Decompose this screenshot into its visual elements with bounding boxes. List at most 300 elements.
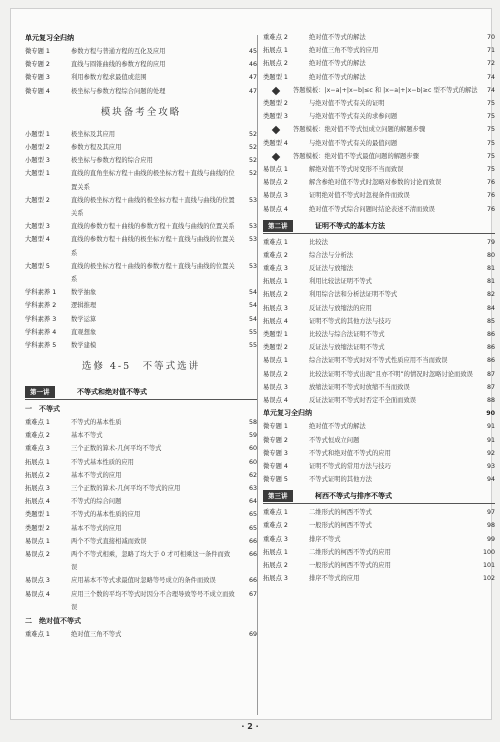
entry-title: 比较法与综合法证明不等式 (309, 331, 385, 339)
entry-label: 易误点 3 (25, 577, 50, 585)
toc-entry[interactable] (263, 533, 495, 546)
entry-title: 反证法证明不等式时否定不全面而致误 (309, 396, 417, 404)
toc-entry[interactable] (263, 249, 495, 262)
toc-entry[interactable] (25, 128, 257, 141)
toc-entry[interactable] (25, 469, 257, 482)
entry-label: 大题型 2 (25, 196, 50, 204)
entry-page: 86 (486, 357, 495, 365)
entry-page: 91 (486, 423, 495, 431)
toc-entry[interactable] (263, 460, 495, 473)
entry-title: 利用比较法证明不等式 (309, 278, 372, 286)
entry-label: 重难点 2 (263, 251, 288, 259)
toc-entry[interactable] (263, 275, 495, 288)
entry-title: 直线与圆锥曲线的参数方程的应用 (71, 61, 166, 69)
toc-entry[interactable] (263, 288, 495, 301)
lecture-2-tag: 第二讲 (263, 220, 293, 232)
entry-label: 拓展点 1 (263, 278, 288, 286)
section-2-title: 二 绝对值不等式 (25, 616, 81, 625)
entry-title: 解绝对值不等式时变形不当而致误 (309, 165, 404, 173)
entry-title: 基本不等式的应用 (71, 471, 122, 479)
entry-label: 拓展点 2 (263, 60, 288, 68)
entry-page: 62 (248, 471, 257, 479)
entry-label: 拓展点 1 (25, 458, 50, 466)
entry-label: 拓展点 3 (263, 575, 288, 583)
entry-page: 75 (486, 139, 495, 147)
entry-label: 拓展点 3 (25, 485, 50, 493)
entry-page: 53 (248, 196, 257, 204)
lecture-1-rule (25, 399, 257, 400)
entry-page: 53 (248, 262, 257, 270)
entry-page: 64 (248, 498, 257, 506)
entry-page: 53 (248, 236, 257, 244)
entry-label: 易误点 1 (263, 165, 288, 173)
entry-title: 直线的参数方程＋曲线的参数方程＋直线与曲线的位置关系 (71, 223, 235, 231)
right-review-heading: 单元复习全归纳 (263, 409, 312, 418)
entry-label: 重难点 1 (25, 419, 50, 427)
entry-label: 拓展点 2 (263, 562, 288, 570)
entry-title: 利用参数方程求最值或范围 (71, 74, 147, 82)
template-2-text: 答题模板：绝对值不等式恒成立问题的解题步骤 (293, 126, 426, 134)
entry-page: 66 (248, 537, 257, 545)
toc-entry[interactable] (263, 203, 495, 216)
entry-title: 反证法与放缩法的应用 (309, 304, 372, 312)
lecture-3-tag: 第三讲 (263, 490, 293, 502)
toc-entry[interactable] (263, 71, 495, 84)
entry-label: 类题型 4 (263, 139, 288, 147)
entry-label: 易误点 2 (263, 370, 288, 378)
toc-entry[interactable] (25, 508, 257, 521)
entry-page: 55 (248, 328, 257, 336)
diamond-bullet-icon (272, 126, 280, 134)
entry-label: 类题型 3 (263, 113, 288, 121)
entry-page: 71 (486, 47, 495, 55)
entry-page: 67 (248, 590, 257, 598)
entry-label: 重难点 3 (263, 535, 288, 543)
entry-page: 87 (486, 383, 495, 391)
entry-title: 反证法与放缩法 (309, 265, 354, 273)
entry-page: 88 (486, 396, 495, 404)
entry-title: 两个不等式相乘，忽略了均大于 0 才可相乘这一条件而致误 (71, 550, 231, 572)
entry-title: 比较法证明不等式出现“且亦不明”的情况时忽略讨论而致误 (309, 370, 473, 378)
entry-title: 直观想象 (71, 328, 97, 336)
toc-entry[interactable] (263, 262, 495, 275)
entry-title: 不等式和绝对值不等式的应用 (309, 449, 391, 457)
lecture-2-title: 证明不等式的基本方法 (315, 221, 385, 230)
toc-entry[interactable] (25, 299, 257, 312)
entry-title: 与绝对值不等式有关的求参问题 (309, 113, 398, 121)
entry-label: 类题型 2 (25, 524, 50, 532)
entry-label: 易误点 3 (263, 192, 288, 200)
entry-label: 重难点 3 (263, 265, 288, 273)
entry-label: 学科素养 2 (25, 302, 57, 310)
toc-entry[interactable] (25, 588, 257, 614)
toc-entry[interactable] (263, 341, 495, 354)
lecture-3-title: 柯西不等式与排序不等式 (315, 492, 392, 501)
entry-page: 54 (248, 315, 257, 323)
entry-title: 证明不等式的常用方法与技巧 (309, 462, 391, 470)
entry-label: 微专题 2 (25, 61, 50, 69)
entry-title: 绝对值三角不等式的应用 (309, 47, 379, 55)
entry-page: 76 (486, 205, 495, 213)
right-review-page: 90 (486, 410, 495, 418)
entry-title: 极坐标与参数方程的综合应用 (71, 157, 153, 165)
toc-entry[interactable] (263, 315, 495, 328)
entry-title: 综合法证明不等式时对不等式性质应用不当而致误 (309, 357, 448, 365)
toc-entry[interactable] (263, 506, 495, 519)
lecture-3-rule (263, 503, 495, 504)
toc-entry[interactable] (25, 220, 257, 233)
entry-page: 91 (486, 436, 495, 444)
entry-title: 绝对值不等式的解法 (309, 73, 366, 81)
entry-page: 93 (486, 462, 495, 470)
toc-entry[interactable] (263, 176, 495, 189)
entry-page: 92 (486, 449, 495, 457)
entry-label: 易误点 4 (25, 590, 50, 598)
entry-label: 微专题 4 (25, 87, 50, 95)
entry-title: 直线的参数方程＋曲线的极坐标方程＋直线与曲线的位置关系 (71, 236, 235, 257)
entry-label: 重难点 3 (25, 445, 50, 453)
entry-title: 参数方程与普通方程的互化及应用 (71, 48, 166, 55)
entry-label: 易误点 3 (263, 383, 288, 391)
entry-page: 69 (248, 630, 257, 638)
right-review-heading-row[interactable] (263, 407, 495, 420)
entry-title: 极坐标与参数方程综合问题的处理 (71, 87, 166, 95)
entry-title: 证明不等式的其他方法与技巧 (309, 317, 391, 325)
diamond-bullet-icon (272, 87, 280, 95)
diamond-bullet-icon (272, 152, 280, 160)
entry-label: 微专题 5 (263, 476, 288, 484)
entry-page: 52 (248, 157, 257, 165)
entry-title: 排序不等式的应用 (309, 575, 360, 583)
entry-label: 学科素养 5 (25, 341, 57, 349)
entry-page: 75 (486, 113, 495, 121)
template-2-row[interactable] (263, 123, 495, 136)
toc-entry[interactable] (25, 628, 257, 641)
entry-label: 易误点 1 (263, 357, 288, 365)
template-1-row[interactable] (263, 84, 495, 97)
entry-label: 重难点 2 (263, 522, 288, 530)
toc-entry[interactable] (263, 137, 495, 150)
entry-page: 101 (482, 562, 495, 570)
entry-title: 直线的直角坐标方程＋曲线的极坐标方程＋直线与曲线的位置关系 (71, 170, 235, 191)
entry-page: 52 (248, 130, 257, 138)
toc-entry[interactable] (263, 447, 495, 460)
lecture-1-header (25, 384, 257, 400)
entry-label: 微专题 1 (25, 48, 50, 55)
toc-entry[interactable] (263, 189, 495, 202)
entry-title: 不等式证明的其他方法 (309, 476, 372, 484)
entry-title: 应用三个数的平均不等式时因分不合理导致等号不成立而致误 (71, 590, 235, 611)
toc-entry[interactable] (25, 482, 257, 495)
toc-entry[interactable] (263, 546, 495, 559)
entry-page: 60 (248, 458, 257, 466)
toc-entry[interactable] (263, 420, 495, 433)
lecture-2-rule (263, 233, 495, 234)
toc-entry[interactable] (25, 167, 257, 193)
template-3-page: 75 (486, 152, 495, 160)
entry-label: 重难点 1 (25, 630, 50, 638)
entry-page: 66 (248, 550, 257, 558)
entry-page: 85 (486, 317, 495, 325)
toc-entry[interactable] (25, 286, 257, 299)
entry-label: 易误点 1 (25, 537, 50, 545)
toc-entry[interactable] (25, 339, 257, 352)
toc-entry[interactable] (25, 574, 257, 587)
toc-entry[interactable] (263, 473, 495, 486)
entry-title: 基本不等式的应用 (71, 524, 122, 532)
entry-page: 76 (486, 192, 495, 200)
entry-label: 学科素养 4 (25, 328, 57, 336)
toc-entry[interactable] (25, 71, 257, 84)
entry-title: 不等式基本性质的应用 (71, 458, 134, 466)
module-list (25, 128, 257, 352)
toc-entry[interactable] (263, 559, 495, 572)
toc-entry[interactable] (263, 236, 495, 249)
toc-entry[interactable] (25, 260, 257, 286)
entry-page: 65 (248, 524, 257, 532)
section-1-list (25, 416, 257, 614)
entry-label: 学科素养 1 (25, 289, 57, 297)
entry-page: 76 (486, 179, 495, 187)
entry-title: 逻辑推理 (71, 302, 97, 310)
toc-entry[interactable] (263, 368, 495, 381)
entry-page: 81 (486, 278, 495, 286)
toc-entry[interactable] (263, 31, 495, 44)
entry-page: 86 (486, 344, 495, 352)
entry-page: 54 (248, 289, 257, 297)
toc-entry[interactable] (25, 85, 257, 98)
entry-page: 99 (486, 535, 495, 543)
entry-page: 100 (482, 548, 495, 556)
entry-title: 不等式的基本性质 (71, 419, 122, 427)
toc-entry[interactable] (263, 434, 495, 447)
column-divider (257, 35, 258, 715)
entry-page: 94 (486, 476, 495, 484)
entry-label: 小题型 2 (25, 143, 50, 151)
entry-title: 与绝对值不等式有关的证明 (309, 99, 385, 107)
toc-entry[interactable] (25, 233, 257, 259)
entry-title: 极坐标及其应用 (71, 130, 116, 138)
entry-page: 54 (248, 302, 257, 310)
toc-entry[interactable] (263, 381, 495, 394)
lecture-1-title: 不等式和绝对值不等式 (77, 388, 147, 397)
entry-page: 47 (248, 74, 257, 82)
entry-page: 82 (486, 291, 495, 299)
toc-entry[interactable] (263, 97, 495, 110)
entry-title: 基本不等式 (71, 432, 103, 440)
entry-title: 综合法与分析法 (309, 251, 354, 259)
toc-entry[interactable] (25, 326, 257, 339)
toc-entry[interactable] (25, 456, 257, 469)
entry-title: 比较法 (309, 238, 328, 246)
entry-page: 52 (248, 143, 257, 151)
entry-label: 易误点 4 (263, 205, 288, 213)
toc-entry[interactable] (25, 45, 257, 58)
right-review-list (263, 420, 495, 486)
entry-page: 70 (486, 34, 495, 41)
entry-title: 数学运算 (71, 315, 97, 323)
template-2-page: 75 (486, 126, 495, 134)
toc-entry[interactable] (263, 328, 495, 341)
entry-label: 大题型 5 (25, 262, 50, 270)
entry-label: 类题型 2 (263, 99, 288, 107)
entry-label: 拓展点 2 (263, 291, 288, 299)
entry-title: 二维形式的柯西不等式的应用 (309, 548, 391, 556)
entry-label: 小题型 1 (25, 130, 50, 138)
entry-label: 微专题 3 (25, 74, 50, 82)
entry-label: 拓展点 4 (263, 317, 288, 325)
template-1-text: 答题模板：|x−a|+|x−b|≤c 和 |x−a|+|x−b|≥c 型不等式的解法 (293, 86, 478, 94)
entry-label: 易误点 4 (263, 396, 288, 404)
lecture-3-header (263, 488, 495, 504)
entry-label: 大题型 3 (25, 223, 50, 231)
entry-title: 数学抽象 (71, 289, 97, 297)
left-review-list (25, 45, 257, 98)
entry-label: 大题型 1 (25, 170, 50, 178)
entry-title: 直线的极坐标方程＋曲线的参数方程＋直线与曲线的位置关系 (71, 262, 235, 283)
entry-label: 类题型 1 (263, 73, 288, 81)
entry-title: 绝对值不等式综合问题时结论表述不清而致误 (309, 205, 435, 213)
entry-label: 重难点 2 (25, 432, 50, 440)
entry-title: 二维形式的柯西不等式 (309, 509, 372, 517)
entry-label: 拓展点 1 (263, 548, 288, 556)
right-error-list (263, 163, 495, 216)
entry-label: 微专题 4 (263, 462, 288, 470)
entry-label: 小题型 3 (25, 157, 50, 165)
toc-entry[interactable] (263, 519, 495, 532)
entry-title: 一般形式的柯西不等式的应用 (309, 562, 391, 570)
section-2-list (25, 628, 257, 641)
toc-entry[interactable] (25, 194, 257, 220)
entry-label: 大题型 4 (25, 236, 50, 244)
entry-label: 类题型 2 (263, 344, 288, 352)
entry-title: 三个正数的算术-几何平均不等式 (71, 445, 162, 453)
toc-entry[interactable] (25, 535, 257, 548)
toc-entry[interactable] (263, 302, 495, 315)
toc-entry[interactable] (263, 572, 495, 585)
toc-entry[interactable] (25, 548, 257, 574)
toc-entry[interactable] (25, 58, 257, 71)
toc-entry[interactable] (25, 429, 257, 442)
entry-title: 绝对值不等式的解法 (309, 34, 366, 41)
entry-page: 102 (482, 575, 495, 583)
entry-page: 55 (248, 341, 257, 349)
entry-page: 65 (248, 511, 257, 519)
toc-entry[interactable] (25, 522, 257, 535)
entry-page: 75 (486, 165, 495, 173)
entry-title: 解含参绝对值不等式时忽略对参数的讨论而致误 (309, 179, 442, 187)
page-number: · 2 · (241, 722, 259, 731)
toc-entry[interactable] (263, 57, 495, 70)
entry-page: 75 (486, 99, 495, 107)
entry-title: 绝对值不等式的解法 (309, 60, 366, 68)
module-title: 模块备考全攻略 (100, 106, 182, 118)
right-top-list (263, 31, 495, 84)
entry-title: 应用基本不等式求最值时忽略等号成立的条件而致误 (71, 577, 216, 585)
entry-page: 66 (248, 577, 257, 585)
entry-page: 72 (486, 60, 495, 68)
toc-entry[interactable] (25, 313, 257, 326)
toc-entry[interactable] (263, 163, 495, 176)
entry-title: 绝对值不等式的解法 (309, 423, 366, 431)
entry-label: 拓展点 3 (263, 304, 288, 312)
left-column (25, 31, 257, 641)
entry-label: 易误点 2 (25, 550, 50, 558)
entry-label: 类题型 1 (25, 511, 50, 519)
entry-title: 直线的极坐标方程＋曲线的极坐标方程＋直线与曲线的位置关系 (71, 196, 235, 217)
entry-page: 98 (486, 522, 495, 530)
entry-page: 52 (248, 170, 257, 178)
entry-title: 三个正数的算术-几何平均不等式的应用 (71, 485, 181, 493)
entry-label: 学科素养 3 (25, 315, 57, 323)
entry-label: 重难点 2 (263, 34, 288, 41)
right-column (263, 31, 495, 585)
entry-label: 重难点 1 (263, 509, 288, 517)
entry-title: 一般形式的柯西不等式 (309, 522, 372, 530)
entry-title: 参数方程及其应用 (71, 143, 122, 151)
entry-label: 微专题 2 (263, 436, 288, 444)
entry-page: 87 (486, 370, 495, 378)
entry-label: 拓展点 2 (25, 471, 50, 479)
entry-page: 79 (486, 238, 495, 246)
template-3-row[interactable] (263, 150, 495, 163)
toc-entry[interactable] (263, 394, 495, 407)
toc-entry[interactable] (25, 442, 257, 455)
entry-page: 47 (248, 87, 257, 95)
toc-entry[interactable] (263, 44, 495, 57)
entry-title: 数学建模 (71, 341, 97, 349)
entry-title: 证明绝对值不等式时忽视条件而致误 (309, 192, 410, 200)
entry-page: 46 (248, 61, 257, 69)
left-review-heading: 单元复习全归纳 (25, 34, 74, 42)
toc-entry[interactable] (25, 495, 257, 508)
toc-entry[interactable] (25, 141, 257, 154)
toc-entry[interactable] (25, 154, 257, 167)
toc-entry[interactable] (263, 110, 495, 123)
entry-page: 97 (486, 509, 495, 517)
entry-label: 重难点 1 (263, 238, 288, 246)
toc-page (10, 8, 495, 720)
entry-title: 反证法与放缩法证明不等式 (309, 344, 385, 352)
entry-title: 利用综合法和分析法证明不等式 (309, 291, 398, 299)
entry-title: 绝对值三角不等式 (71, 630, 122, 638)
lecture-3-list (263, 506, 495, 585)
entry-page: 86 (486, 331, 495, 339)
right-mid2-list (263, 137, 495, 150)
section-1-title: 一 不等式 (25, 405, 60, 414)
toc-entry[interactable] (263, 354, 495, 367)
entry-title: 不等式的基本性质的应用 (71, 511, 141, 519)
entry-page: 59 (248, 432, 257, 440)
entry-page: 63 (248, 485, 257, 493)
entry-label: 类题型 1 (263, 331, 288, 339)
entry-title: 两个不等式直接相减而致误 (71, 537, 147, 545)
entry-page: 74 (486, 73, 495, 81)
entry-page: 84 (486, 304, 495, 312)
entry-title: 不等式的综合问题 (71, 498, 122, 506)
entry-label: 微专题 3 (263, 449, 288, 457)
entry-title: 与绝对值不等式有关的最值问题 (309, 139, 398, 147)
entry-page: 45 (248, 48, 257, 55)
lecture-2-header (263, 218, 495, 234)
toc-entry[interactable] (25, 416, 257, 429)
entry-label: 拓展点 1 (263, 47, 288, 55)
entry-label: 拓展点 4 (25, 498, 50, 506)
entry-page: 80 (486, 251, 495, 259)
lecture-2-list (263, 236, 495, 407)
entry-title: 放缩法证明不等式时放缩不当而致误 (309, 383, 410, 391)
entry-page: 81 (486, 265, 495, 273)
